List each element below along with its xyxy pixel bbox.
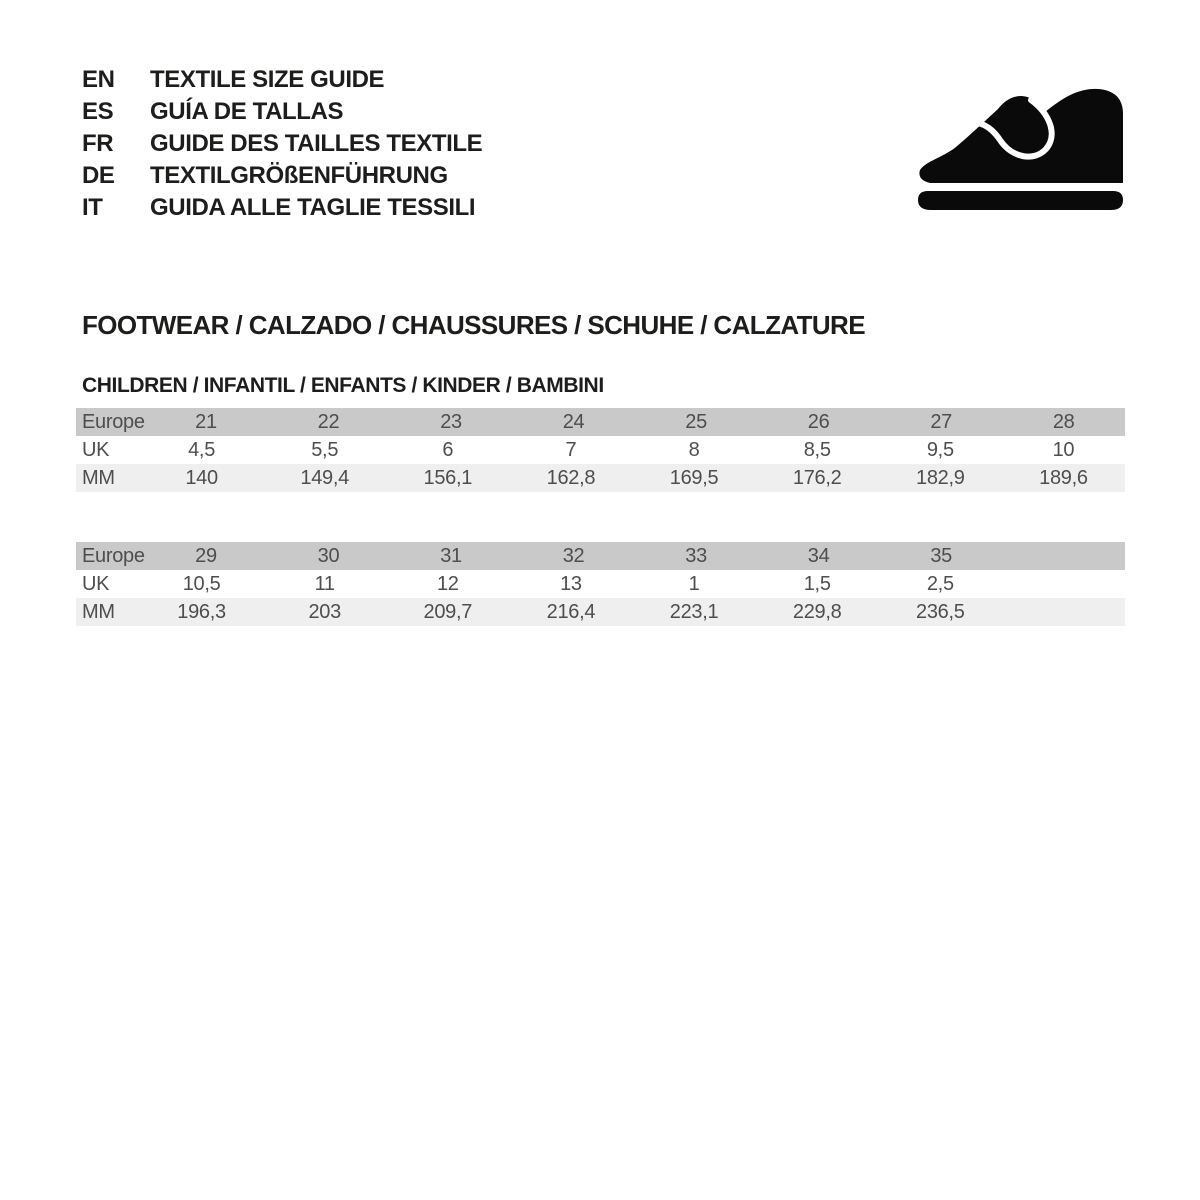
size-cell: 196,3 (177, 600, 226, 623)
table-row-mm (76, 464, 1125, 492)
guide-title: GUÍA DE TALLAS (150, 98, 344, 125)
size-table-children-1 (76, 408, 1125, 492)
size-cell: 10,5 (182, 572, 221, 595)
table-row-uk (76, 436, 1125, 464)
size-cell: 216,4 (546, 600, 596, 623)
size-cell: 203 (308, 600, 341, 623)
row-label-uk: UK (82, 572, 110, 595)
size-cell: 156,1 (423, 466, 473, 489)
language-row (82, 64, 482, 96)
size-cell: 23 (440, 410, 462, 433)
size-cell: 5,5 (311, 438, 339, 461)
size-cell: 7 (565, 438, 577, 461)
size-cell: 22 (317, 410, 340, 433)
size-cell: 13 (560, 572, 582, 595)
language-code: IT (82, 194, 103, 221)
language-code: ES (82, 98, 114, 125)
row-label-europe: Europe (82, 410, 145, 433)
size-cell: 34 (807, 544, 830, 567)
language-row (82, 128, 482, 160)
table-header-row (76, 542, 1125, 570)
row-label-mm: MM (82, 600, 115, 623)
language-code: FR (82, 130, 114, 157)
size-cell: 236,5 (916, 600, 965, 623)
size-cell: 11 (314, 572, 335, 595)
size-cell: 162,8 (546, 466, 596, 489)
size-cell: 10 (1052, 438, 1075, 461)
size-cell: 4,5 (188, 438, 216, 461)
children-shoe-icon (918, 88, 1123, 210)
size-cell: 1 (688, 572, 700, 595)
size-cell: 26 (807, 410, 830, 433)
size-cell: 21 (195, 410, 217, 433)
size-cell: 176,2 (792, 466, 842, 489)
size-cell: 182,9 (916, 466, 965, 489)
guide-title: TEXTILE SIZE GUIDE (150, 66, 385, 93)
language-row (82, 160, 482, 192)
size-cell: 29 (195, 544, 217, 567)
size-cell: 223,1 (669, 600, 719, 623)
row-label-europe: Europe (82, 544, 145, 567)
size-cell: 8,5 (803, 438, 831, 461)
size-cell: 209,7 (423, 600, 473, 623)
row-label-uk: UK (82, 438, 110, 461)
size-cell: 12 (436, 572, 459, 595)
section-title-footwear: FOOTWEAR / CALZADO / CHAUSSURES / SCHUHE / CALZATURE (82, 310, 865, 340)
language-code: DE (82, 162, 115, 189)
size-cell: 1,5 (803, 572, 831, 595)
category-title-children: CHILDREN / INFANTIL / ENFANTS / KINDER / BAMBINI (82, 374, 604, 397)
guide-title: TEXTILGRÖßENFÜHRUNG (150, 162, 448, 189)
size-cell: 27 (930, 410, 952, 433)
table-row-uk (76, 570, 1125, 598)
size-cell: 28 (1052, 410, 1075, 433)
size-cell: 35 (930, 544, 952, 567)
size-cell: 24 (562, 410, 585, 433)
language-row (82, 192, 482, 224)
size-cell: 229,8 (792, 600, 842, 623)
size-cell: 140 (185, 466, 218, 489)
size-cell: 8 (688, 438, 700, 461)
size-cell: 30 (317, 544, 340, 567)
size-cell: 9,5 (926, 438, 954, 461)
language-title-list (82, 64, 482, 224)
row-label-mm: MM (82, 466, 115, 489)
guide-title: GUIDA ALLE TAGLIE TESSILI (150, 194, 476, 221)
size-cell: 33 (685, 544, 707, 567)
language-code: EN (82, 66, 115, 93)
size-cell: 2,5 (926, 572, 954, 595)
table-header-row (76, 408, 1125, 436)
size-cell: 31 (440, 544, 462, 567)
table-row-mm (76, 598, 1125, 626)
size-cell: 32 (562, 544, 585, 567)
language-row (82, 96, 482, 128)
guide-title: GUIDE DES TAILLES TEXTILE (150, 130, 483, 157)
size-cell: 25 (685, 410, 707, 433)
size-cell: 6 (442, 438, 454, 461)
size-table-children-2 (76, 542, 1125, 626)
size-cell: 149,4 (300, 466, 349, 489)
size-cell: 189,6 (1039, 466, 1088, 489)
size-cell: 169,5 (669, 466, 719, 489)
